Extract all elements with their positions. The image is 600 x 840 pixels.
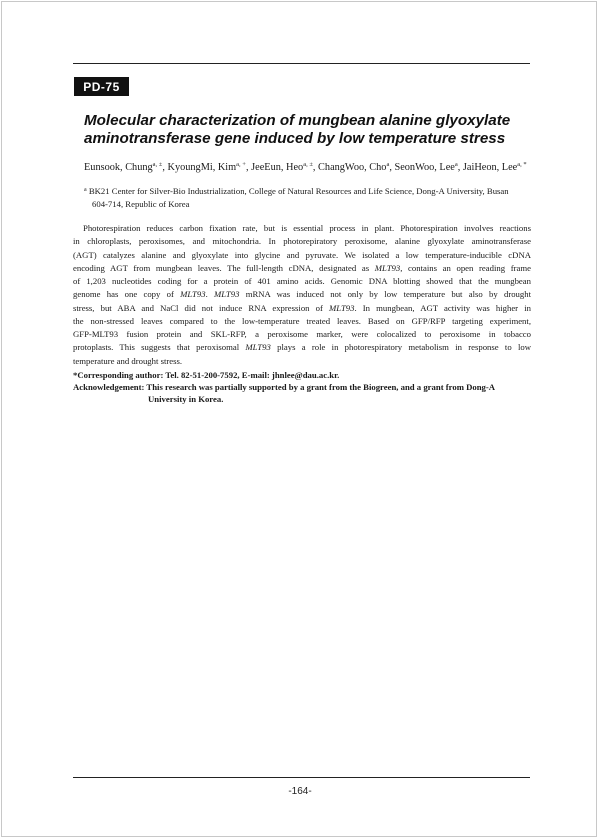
affiliation	[84, 185, 530, 211]
author-name: JeeEun, Heo	[251, 162, 304, 173]
abstract-line	[73, 222, 531, 235]
abstract-text: the non-stressed leaves compared to the low-temperature treated leaves. Based on GFP/RFP targeting experiment,	[73, 315, 531, 326]
abstract-text: Photorespiration reduces carbon fixation rate, but is essential process in plant. Photorespiration involves reactions	[83, 223, 531, 233]
session-tag: PD-75	[74, 77, 129, 96]
abstract-line	[73, 341, 531, 354]
affiliation-line-2: 604-714, Republic of Korea	[92, 199, 190, 209]
author-name: ChangWoo, Cho	[318, 162, 387, 173]
abstract-line	[73, 262, 531, 275]
abstract-text: protoplasts. This suggests that peroxisomal	[73, 342, 246, 353]
affiliation-text-1: BK21 Center for Silver-Bio Industrialization, College of Natural Resources and Life Science, Dong-A University, Busan	[88, 186, 509, 196]
author	[318, 162, 389, 173]
abstract-text: . In mungbean, AGT activity was higher in	[354, 302, 531, 313]
abstract-text: .	[205, 289, 215, 300]
abstract-text: plays a role in photorespiratory metabolism in response to low	[270, 342, 531, 353]
gene-name: MLT93	[329, 302, 355, 313]
abstract-text: stress, but ABA and NaCl did not induce RNA expression of	[73, 302, 330, 313]
abstract-text: mRNA was induced not only by low temperature but also by drought	[239, 289, 532, 300]
author-affiliation-marker: a, *	[517, 161, 527, 168]
abstract-text: GFP-MLT93 fusion protein and SKL-RFP, a peroxisome marker, were colocalized to peroxisome in tobacco	[73, 329, 531, 339]
author-name: KyoungMi, Kim	[167, 162, 237, 173]
abstract-line	[73, 315, 531, 328]
acknowledgement: Acknowledgement: This research was partially supported by a grant from the Biogreen, and a grant from Dong-A	[73, 382, 496, 392]
author-name: SeonWoo, Lee	[394, 162, 455, 173]
author	[168, 162, 246, 173]
author-list: Eunsook, Chung$^{a, \pm}$, KyoungMi, Kim$^{a, +}$, JeeEun, Heo$^{a, \pm}$, ChangWoo, Cho$^a$, SeonWoo, Lee$^a$, JaiHeon, Lee$^{a, *}$	[84, 161, 527, 173]
page-number: -164-	[288, 786, 312, 797]
gene-name: MLT93	[245, 342, 271, 353]
paper-title	[84, 112, 534, 148]
abstract-text: encoding AGT from mungbean leaves. The full-length cDNA, designated as	[73, 262, 375, 273]
author-name: Eunsook, Chung	[84, 162, 153, 173]
abstract-text: , contains an open reading frame	[400, 262, 531, 273]
abstract	[73, 222, 531, 368]
gene-name: MLT93	[180, 289, 206, 300]
abstract-text: of 1,203 nucleotides coding for a protein of 401 amino acids. Genomic DNA blotting showed that the mungbean	[73, 276, 531, 286]
acknowledgement-continued: University in Korea.	[148, 394, 224, 404]
abstract-line	[73, 288, 531, 301]
abstract-line	[73, 328, 531, 341]
title-line-1: Molecular characterization of mungbean alanine glyoxylate	[84, 112, 511, 129]
affiliation-marker: a	[84, 187, 87, 193]
abstract-text: (AGT) catalyzes alanine and glyoxylate into glycine and pyruvate. We isolated a low temperature-inducible cDNA	[73, 249, 531, 260]
abstract-line	[73, 275, 531, 288]
author-affiliation-marker: a, +	[236, 161, 246, 168]
corresponding-author: *Corresponding author: Tel. 82-51-200-7592, E-mail: jhnlee@dau.ac.kr.	[73, 370, 340, 380]
gene-name: MLT93	[214, 289, 240, 300]
title-line-2: aminotransferase gene induced by low temperature stress	[84, 130, 506, 147]
author-affiliation-marker: a	[386, 161, 390, 168]
top-rule	[73, 63, 530, 64]
abstract-text: genome has one copy of	[73, 289, 181, 300]
author	[251, 162, 313, 173]
author	[463, 162, 527, 173]
abstract-text: temperature and drought stress.	[73, 355, 183, 366]
author-name: JaiHeon, Lee	[462, 162, 518, 173]
bottom-rule	[73, 777, 530, 778]
affiliation-line-1	[84, 185, 530, 198]
abstract-line	[73, 235, 531, 248]
author	[394, 162, 457, 173]
author	[84, 162, 162, 173]
abstract-line	[73, 355, 531, 368]
abstract-line	[73, 302, 531, 315]
author-affiliation-marker: a	[454, 161, 458, 168]
author-affiliation-marker: a, ±	[303, 161, 313, 168]
author-affiliation-marker: a, ±	[152, 161, 163, 168]
abstract-text: in chloroplasts, peroxisomes, and mitochondria. In photorepiratory peroxisome, alanine glyoxylate aminotransferase	[73, 236, 531, 247]
gene-name: MLT93	[374, 262, 401, 273]
abstract-line	[73, 249, 531, 262]
